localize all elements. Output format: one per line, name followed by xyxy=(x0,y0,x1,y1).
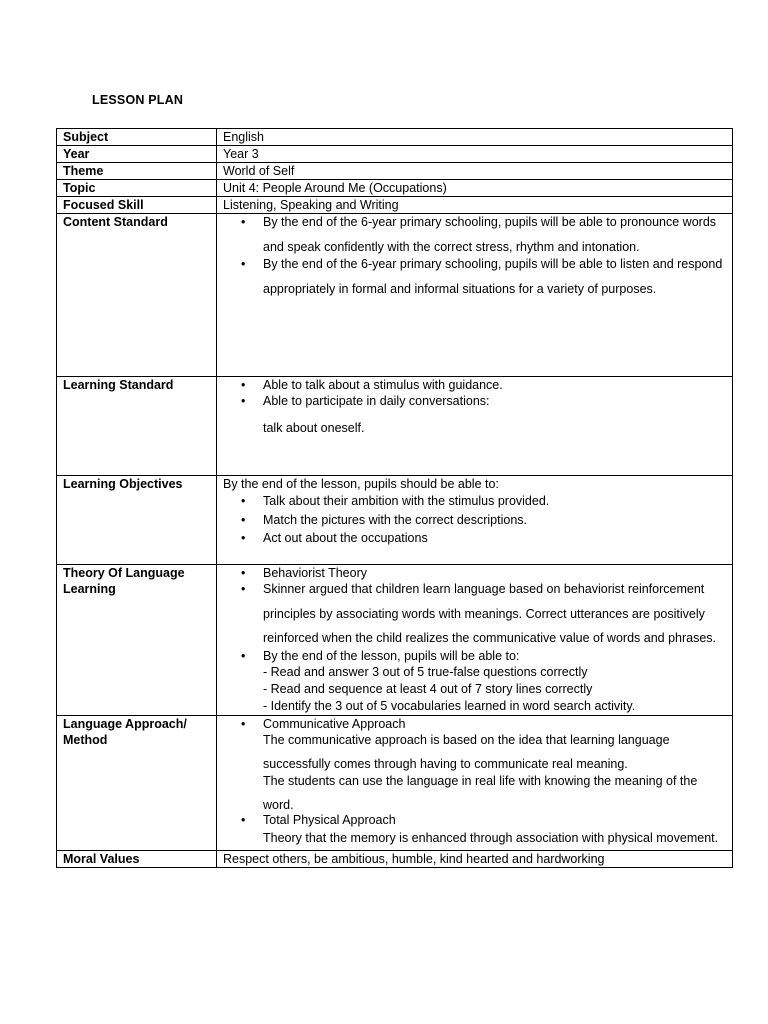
list-item: • Behaviorist Theory xyxy=(263,565,726,581)
list-item: - Identify the 3 out of 5 vocabularies learned in word search activity. xyxy=(263,698,636,713)
row-topic xyxy=(57,180,733,197)
topic-label: Topic xyxy=(57,180,217,197)
theme-value: World of Self xyxy=(217,163,733,180)
list-item: • Able to talk about a stimulus with guidance. xyxy=(263,377,726,393)
list-item: - Read and answer 3 out of 5 true-false questions correctly xyxy=(263,664,588,679)
row-theory xyxy=(57,565,733,716)
list-item: • Able to participate in daily conversations: xyxy=(263,393,726,409)
moral-values-value: Respect others, be ambitious, humble, kind hearted and hardworking xyxy=(217,851,733,868)
row-moral-values xyxy=(57,851,733,868)
topic-value: Unit 4: People Around Me (Occupations) xyxy=(217,180,733,197)
list-item: • By the end of the lesson, pupils will be able to: xyxy=(263,648,726,664)
lesson-plan-table xyxy=(56,128,733,868)
approach-value xyxy=(217,715,733,851)
learning-objectives-intro: By the end of the lesson, pupils should be able to: xyxy=(223,477,499,491)
theory-sub-list xyxy=(223,664,726,715)
learning-objectives-value xyxy=(217,476,733,565)
list-item: • Match the pictures with the correct descriptions. xyxy=(263,511,726,530)
theory-label: Theory Of Language Learning xyxy=(57,565,217,716)
list-item: • Skinner argued that children learn language based on behaviorist reinforcement principles by associating words with meanings. Correct utterances are positively reinforced when the child realizes the communicative value of words and phrases. xyxy=(263,577,726,651)
approach-item1-desc2: The students can use the language in real life with knowing the meaning of the word. xyxy=(263,773,698,812)
list-item: • By the end of the 6-year primary schooling, pupils will be able to pronounce words and speak confidently with the correct stress, rhythm and intonation. xyxy=(263,210,726,259)
approach-list xyxy=(223,716,726,851)
focused-skill-value: Listening, Speaking and Writing xyxy=(217,197,733,214)
approach-item1-title: Communicative Approach xyxy=(263,716,406,731)
content-standard-label: Content Standard xyxy=(57,214,217,377)
approach-item2-title: Total Physical Approach xyxy=(263,812,396,827)
content-standard-list xyxy=(223,210,726,301)
theory-list xyxy=(223,565,726,664)
row-year xyxy=(57,146,733,163)
learning-objectives-label: Learning Objectives xyxy=(57,476,217,565)
list-item xyxy=(263,716,726,818)
subject-value: English xyxy=(217,129,733,146)
list-item: • Talk about their ambition with the stimulus provided. xyxy=(263,492,726,511)
learning-standard-label: Learning Standard xyxy=(57,377,217,476)
theory-value xyxy=(217,565,733,716)
row-subject xyxy=(57,129,733,146)
approach-label: Language Approach/ Method xyxy=(57,715,217,851)
list-item: - Read and sequence at least 4 out of 7 story lines correctly xyxy=(263,681,593,696)
page-title: LESSON PLAN xyxy=(92,93,184,107)
learning-objectives-list xyxy=(223,492,726,548)
approach-item1-desc1: The communicative approach is based on the idea that learning language successfully comes through having to communicate real meaning. xyxy=(263,732,670,771)
content-standard-value xyxy=(217,214,733,377)
row-learning-standard xyxy=(57,377,733,476)
focused-skill-label: Focused Skill xyxy=(57,197,217,214)
row-content-standard xyxy=(57,214,733,377)
learning-standard-value xyxy=(217,377,733,476)
moral-values-label: Moral Values xyxy=(57,851,217,868)
list-item: • By the end of the 6-year primary schooling, pupils will be able to listen and respond appropriately in formal and informal situations for a variety of purposes. xyxy=(263,252,726,301)
row-learning-objectives xyxy=(57,476,733,565)
list-item xyxy=(263,812,726,851)
list-item: • Act out about the occupations xyxy=(263,529,726,548)
learning-standard-list xyxy=(223,377,726,409)
year-value: Year 3 xyxy=(217,146,733,163)
theme-label: Theme xyxy=(57,163,217,180)
year-label: Year xyxy=(57,146,217,163)
row-approach xyxy=(57,715,733,851)
subject-label: Subject xyxy=(57,129,217,146)
approach-item2-desc: Theory that the memory is enhanced through association with physical movement. xyxy=(263,830,719,845)
learning-standard-extra: talk about oneself. xyxy=(263,421,365,435)
row-theme xyxy=(57,163,733,180)
